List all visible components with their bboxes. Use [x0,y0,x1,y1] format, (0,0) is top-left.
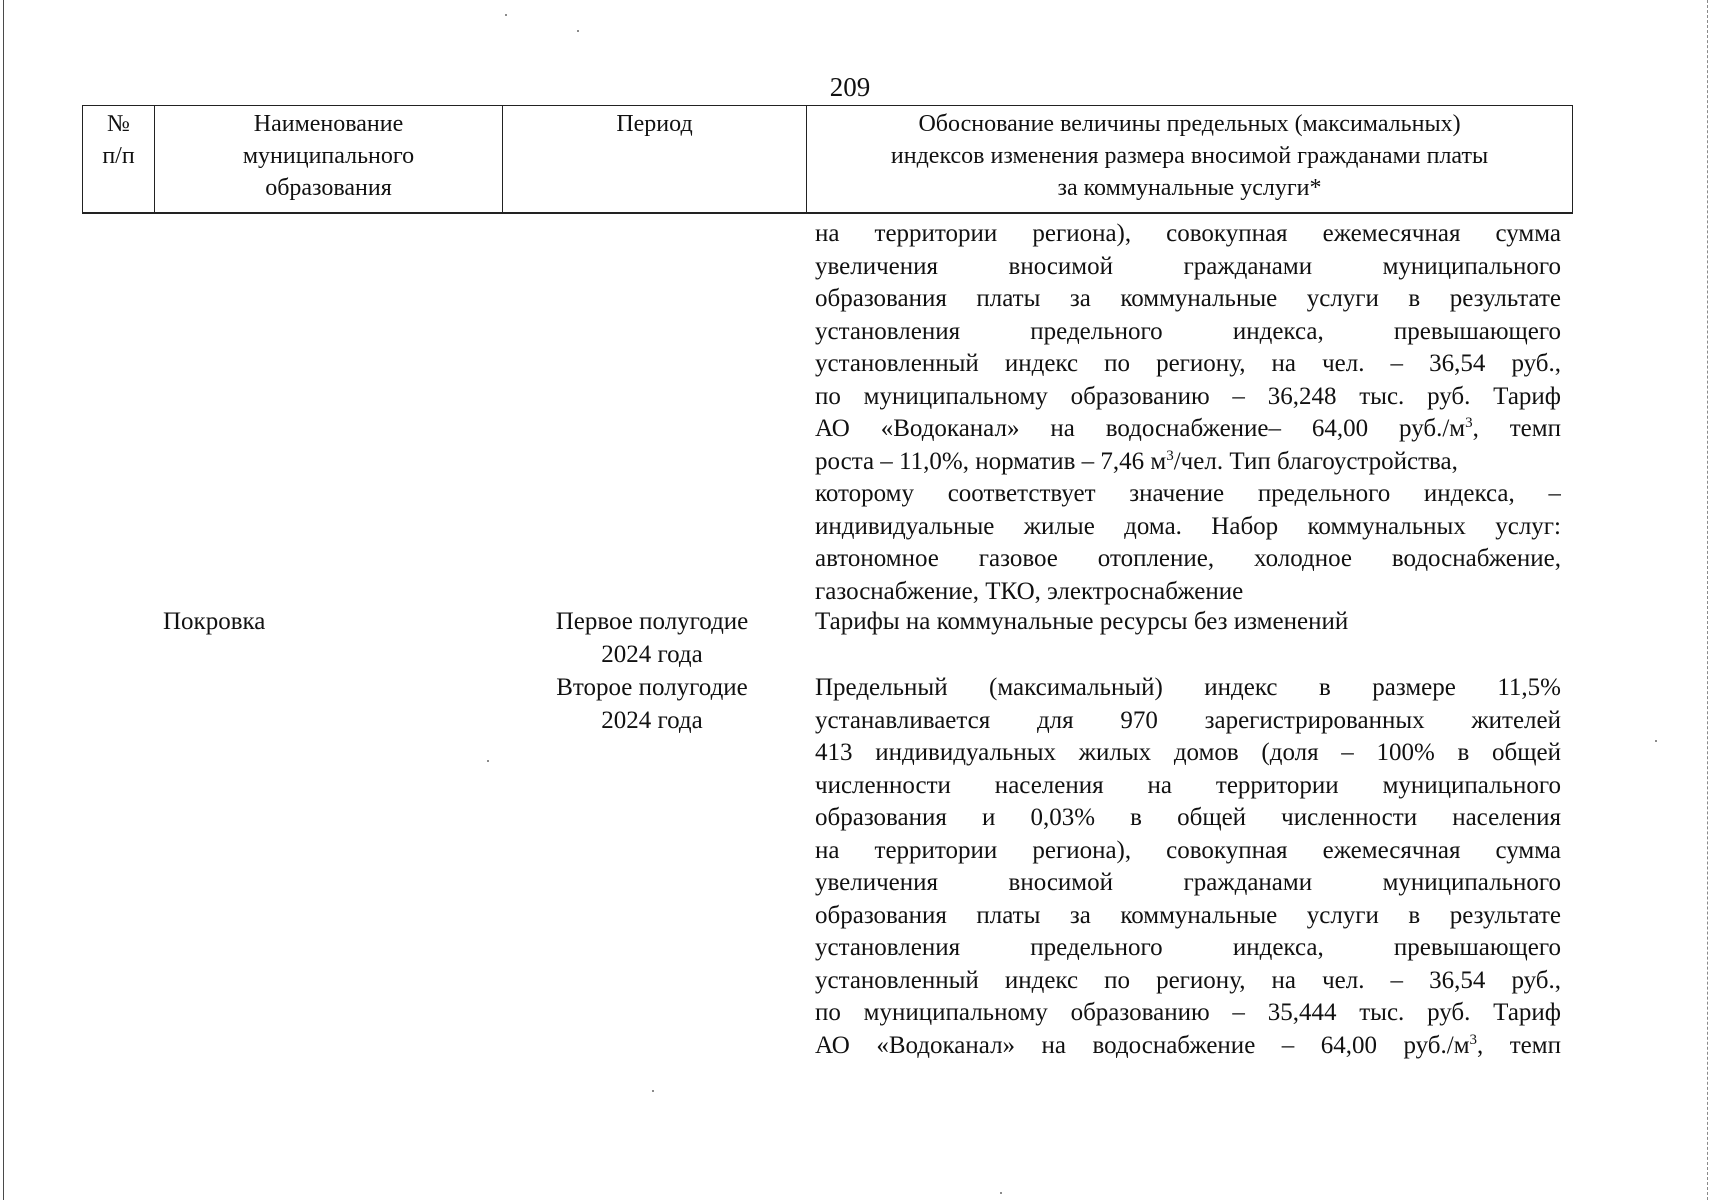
scan-speck [487,760,489,762]
municipality-name: Покровка [163,608,266,635]
scan-edge-right [1707,0,1708,1200]
superscript: 3 [1465,415,1473,431]
text-line: которому соответствует значение предельного индекса, – [815,480,1561,507]
header-basis-column [807,106,1572,212]
text-line: Предельный (максимальный) индекс в размере 11,5% [815,674,1561,701]
text-line: Тарифы на коммунальные ресурсы без изменений [815,608,1349,635]
header-text: № [107,111,130,137]
text-segment: , темп [1472,415,1561,442]
header-text: за коммунальные услуги* [1057,175,1322,201]
text-line [815,446,1561,479]
text-line: по муниципальному образованию – 35,444 тыс. руб. Тариф [815,999,1561,1026]
second-half-basis [815,672,1561,1062]
text-line: установленный индекс по региону, на чел. – 36,54 руб., [815,350,1561,377]
period-label: 2024 года [601,706,703,734]
table-header [82,105,1573,213]
text-segment: АО «Водоканал» на водоснабжение – 64,00 руб./м [815,1031,1470,1059]
scan-speck [577,30,579,32]
text-line [815,1030,1561,1063]
superscript: 3 [1469,1031,1478,1048]
continued-basis-text [815,218,1561,608]
scan-speck [1655,740,1657,742]
text-line: 413 индивидуальных жилых домов (доля – 100% в общей [815,739,1561,766]
text-line: численности населения на территории муниципального [815,771,1561,799]
text-line: образования платы за коммунальные услуги в результате [815,285,1561,312]
scan-speck [1000,1192,1002,1194]
header-text: Период [616,111,693,137]
superscript: 3 [1166,447,1174,464]
text-line: на территории региона), совокупная ежемесячная сумма [815,220,1561,247]
text-segment: АО «Водоканал» на водоснабжение– 64,00 руб./м [815,415,1466,442]
text-line: установления предельного индекса, превышающего [815,317,1561,345]
text-line: газоснабжение, ТКО, электроснабжение [815,577,1244,605]
header-underline [82,213,1573,214]
header-text: индексов изменения размера вносимой гражданами платы [890,143,1489,169]
scan-speck [652,1090,654,1092]
text-line: установления предельного индекса, превышающего [815,934,1561,961]
period-label: 2024 года [601,640,703,668]
text-line: образования и 0,03% в общей численности населения [815,804,1561,831]
header-number-column [83,106,155,212]
text-line: по муниципальному образованию – 36,248 тыс. руб. Тариф [815,382,1561,410]
text-line [815,413,1561,446]
text-line: образования платы за коммунальные услуги в результате [815,901,1561,929]
period-second-half [524,672,780,737]
page-number: 209 [829,72,871,102]
period-label: Второе полугодие [556,674,748,701]
text-line: на территории региона), совокупная ежемесячная сумма [815,836,1561,864]
text-line: устанавливается для 970 зарегистрированных жителей [815,706,1561,734]
text-line: увеличения вносимой гражданами муниципального [815,252,1561,280]
header-text: Наименование [253,111,404,137]
period-first-half [524,606,780,671]
scan-edge-left [3,0,4,1200]
text-line: автономное газовое отопление, холодное водоснабжение, [815,545,1561,572]
text-segment: роста – 11,0%, норматив – 7,46 м [815,447,1167,475]
text-segment: , темп [1477,1031,1561,1059]
header-text: Обоснование величины предельных (максимальных) [918,111,1461,137]
text-line: индивидуальные жилые дома. Набор коммунальных услуг: [815,512,1561,540]
header-text: муниципального [242,143,415,169]
header-period-column [503,106,807,212]
header-text: п/п [102,143,135,169]
text-segment: /чел. Тип благоустройства, [1173,447,1458,475]
text-line: увеличения вносимой гражданами муниципального [815,869,1561,896]
header-text: образования [265,175,392,201]
header-municipality-column [155,106,503,212]
first-half-basis [815,606,1561,639]
period-label: Первое полугодие [555,608,749,635]
scan-speck [505,14,507,16]
text-line: установленный индекс по региону, на чел. – 36,54 руб., [815,966,1561,994]
